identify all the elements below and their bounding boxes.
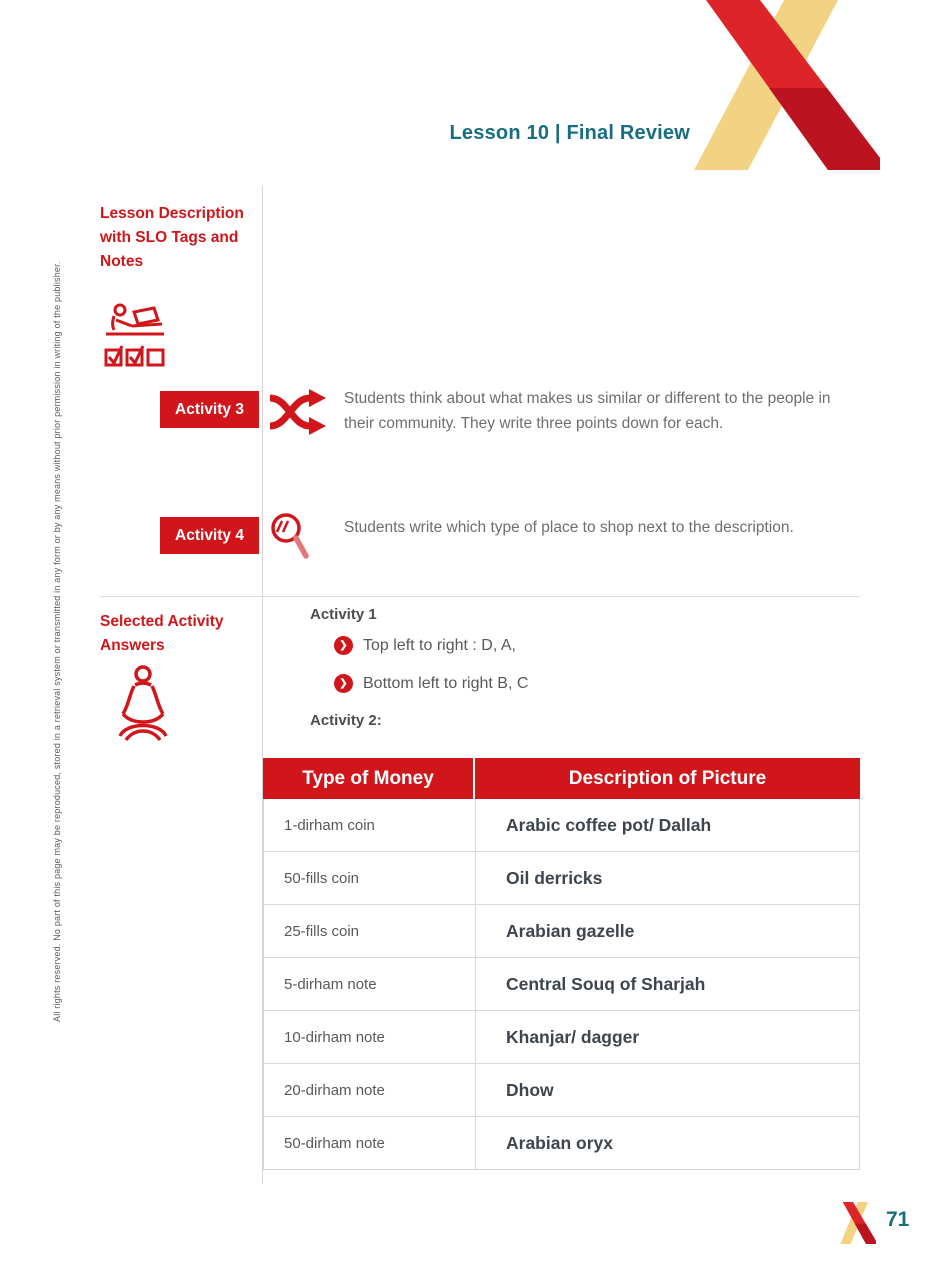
description-cell: Central Souq of Sharjah <box>506 973 706 994</box>
chevron-right-circle-icon: ❯ <box>334 674 353 693</box>
answer-text: Top left to right : D, A, <box>363 636 516 654</box>
horizontal-divider <box>100 596 860 597</box>
page-number: 71 <box>886 1208 910 1231</box>
table-row <box>264 1064 859 1117</box>
chevron-right-circle-icon: ❯ <box>334 636 353 655</box>
description-cell: Arabian oryx <box>506 1132 613 1153</box>
x-ribbon-logo <box>692 0 880 175</box>
column-header-description: Description of Picture <box>568 768 767 789</box>
description-cell: Khanjar/ dagger <box>506 1026 640 1047</box>
activity-1-heading: Activity 1 <box>310 606 377 623</box>
answer-bullet-row <box>334 674 528 693</box>
description-cell: Dhow <box>506 1079 554 1100</box>
description-cell: Arabian gazelle <box>506 920 635 941</box>
money-cell: 5-dirham note <box>264 958 476 1010</box>
money-cell: 50-dirham note <box>264 1117 476 1169</box>
selected-answers-label: Selected Activity Answers <box>100 613 224 655</box>
activity-3-description: Students think about what makes us similar or different to the people in their community. They write three points down for each. <box>344 390 831 433</box>
money-table <box>263 758 860 1170</box>
money-cell: 1-dirham coin <box>264 799 476 851</box>
activity-2-heading: Activity 2: <box>310 712 382 729</box>
table-row <box>264 799 859 852</box>
table-body <box>263 799 860 1170</box>
lesson-description-label: Lesson Description with SLO Tags and Notes <box>100 205 244 271</box>
answer-text: Bottom left to right B, C <box>363 674 529 692</box>
table-row <box>264 852 859 905</box>
description-cell: Oil derricks <box>506 867 603 888</box>
answer-bullet-row <box>334 636 516 655</box>
magnifier-icon <box>266 510 316 567</box>
money-cell: 50-fills coin <box>264 852 476 904</box>
table-row <box>264 905 859 958</box>
activity-3-badge: Activity 3 <box>160 391 259 428</box>
copyright-text: All rights reserved. No part of this page may be reproduced, stored in a retrieval system or transmitted in any form or by any means without prior permission in writing of the publisher. <box>52 261 62 1022</box>
table-row <box>264 1011 859 1064</box>
money-cell: 10-dirham note <box>264 1011 476 1063</box>
description-cell: Arabic coffee pot/ Dallah <box>506 814 712 835</box>
table-row <box>264 1117 859 1169</box>
money-cell: 20-dirham note <box>264 1064 476 1116</box>
activity-4-badge: Activity 4 <box>160 517 259 554</box>
shuffle-arrows-icon <box>268 388 330 441</box>
meditating-person-icon <box>106 664 180 755</box>
money-cell: 25-fills coin <box>264 905 476 957</box>
x-ribbon-logo-small <box>840 1202 876 1249</box>
page-title: Lesson 10 | Final Review <box>449 122 690 144</box>
table-row <box>264 958 859 1011</box>
column-header-type-of-money: Type of Money <box>263 758 475 799</box>
table-header-row <box>263 758 860 799</box>
activity-4-description: Students write which type of place to shop next to the description. <box>344 519 794 536</box>
person-desk-checklist-icon <box>100 302 184 383</box>
